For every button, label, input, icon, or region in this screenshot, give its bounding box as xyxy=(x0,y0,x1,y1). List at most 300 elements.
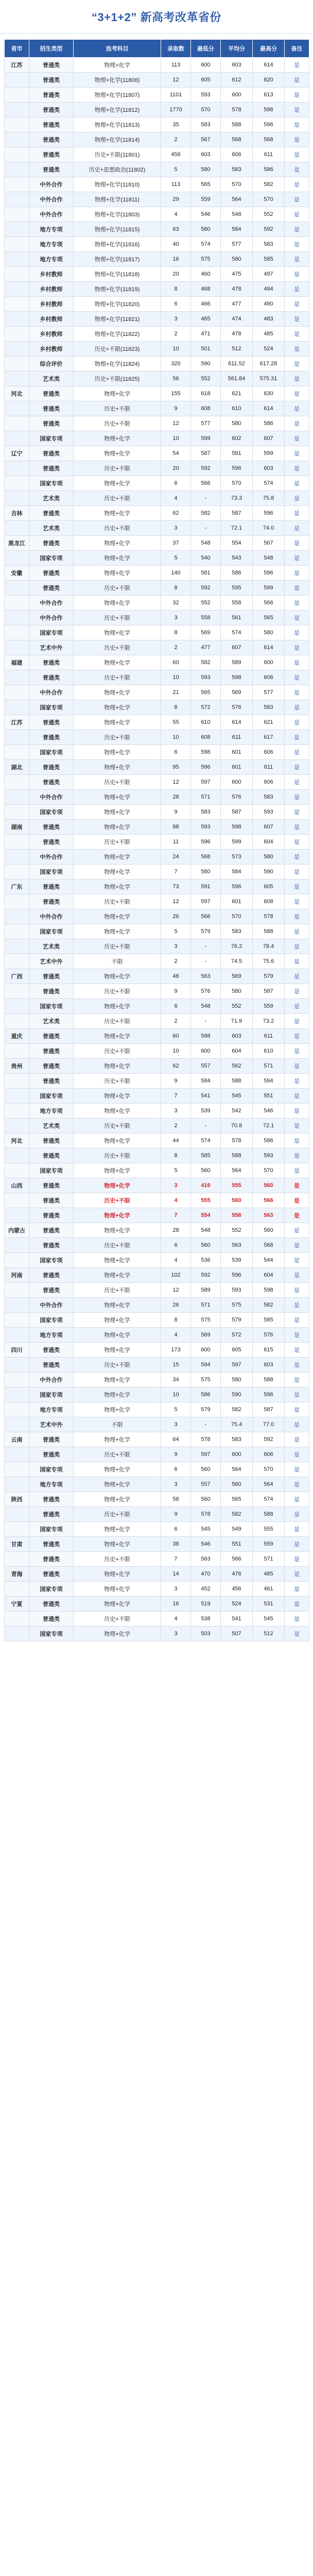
cell-note: 是 xyxy=(285,924,309,939)
cell-max: 483 xyxy=(253,312,285,327)
cell-major: 历史+思想政治(11802) xyxy=(74,162,161,177)
cell-note: 是 xyxy=(285,1387,309,1402)
cell-min: 560 xyxy=(191,1492,221,1507)
cell-max: 593 xyxy=(253,805,285,820)
cell-max: 586 xyxy=(253,416,285,431)
cell-note: 是 xyxy=(285,237,309,252)
cell-note: 是 xyxy=(285,536,309,551)
cell-note: 是 xyxy=(285,1537,309,1552)
cell-max: 75.6 xyxy=(253,954,285,969)
cell-max: 570 xyxy=(253,1163,285,1178)
cell-major: 物理+化学 xyxy=(74,700,161,715)
cell-min: 605 xyxy=(191,73,221,88)
table-row xyxy=(5,73,309,88)
cell-type: 普通类 xyxy=(29,536,74,551)
cell-max: 75.8 xyxy=(253,491,285,506)
cell-type: 普通类 xyxy=(29,1358,74,1372)
cell-avg: 600 xyxy=(221,1447,253,1462)
cell-plan: 62 xyxy=(161,1059,191,1074)
cell-avg: 599 xyxy=(221,835,253,850)
cell-avg: 569 xyxy=(221,685,253,700)
cell-type: 普通类 xyxy=(29,715,74,730)
cell-avg: 591 xyxy=(221,446,253,461)
cell-major: 物理+化学 xyxy=(74,506,161,521)
cell-max: 494 xyxy=(253,282,285,297)
cell-plan: 3 xyxy=(161,1582,191,1597)
table-row xyxy=(5,551,309,566)
table-row xyxy=(5,865,309,879)
table-row xyxy=(5,1417,309,1432)
cell-max: 565 xyxy=(253,611,285,625)
cell-avg: 596 xyxy=(221,879,253,894)
table-row xyxy=(5,999,309,1014)
cell-avg: 566 xyxy=(221,1552,253,1567)
cell-note: 是 xyxy=(285,1044,309,1059)
cell-note: 是 xyxy=(285,611,309,625)
cell-plan: 58 xyxy=(161,1492,191,1507)
cell-max: 577 xyxy=(253,685,285,700)
table-row xyxy=(5,88,309,103)
table-row xyxy=(5,312,309,327)
cell-type: 普通类 xyxy=(29,1238,74,1253)
cell-major: 物理+化学(11814) xyxy=(74,132,161,147)
cell-province xyxy=(5,1447,29,1462)
cell-min: - xyxy=(191,1014,221,1029)
cell-note: 是 xyxy=(285,58,309,73)
cell-note: 是 xyxy=(285,521,309,536)
cell-note: 是 xyxy=(285,1522,309,1537)
table-row xyxy=(5,1507,309,1522)
cell-max: 531 xyxy=(253,1597,285,1612)
cell-max: 546 xyxy=(253,1104,285,1118)
cell-type: 国家专项 xyxy=(29,1462,74,1477)
table-row xyxy=(5,1118,309,1133)
cell-max: 593 xyxy=(253,1148,285,1163)
cell-avg: 564 xyxy=(221,1163,253,1178)
cell-province xyxy=(5,1118,29,1133)
header-type: 招生类型 xyxy=(29,40,74,58)
cell-min: 560 xyxy=(191,1163,221,1178)
cell-type: 中外合作 xyxy=(29,596,74,611)
cell-major: 历史+不限 xyxy=(74,1447,161,1462)
cell-major: 物理+化学 xyxy=(74,1582,161,1597)
cell-type: 普通类 xyxy=(29,506,74,521)
cell-min: 569 xyxy=(191,625,221,640)
cell-note: 是 xyxy=(285,1208,309,1223)
cell-min: - xyxy=(191,1417,221,1432)
cell-avg: 578 xyxy=(221,103,253,117)
cell-min: 583 xyxy=(191,805,221,820)
header-avg: 平均分 xyxy=(221,40,253,58)
cell-max: 578 xyxy=(253,909,285,924)
cell-major: 历史+不限(11801) xyxy=(74,147,161,162)
cell-note: 是 xyxy=(285,192,309,207)
cell-plan: 62 xyxy=(161,506,191,521)
cell-type: 中外合作 xyxy=(29,1372,74,1387)
cell-note: 是 xyxy=(285,416,309,431)
cell-avg: 573 xyxy=(221,850,253,865)
table-row xyxy=(5,1387,309,1402)
header-row xyxy=(5,40,309,58)
cell-major: 物理+化学 xyxy=(74,1163,161,1178)
table-row xyxy=(5,805,309,820)
cell-plan: 48 xyxy=(161,969,191,984)
cell-max: 574 xyxy=(253,476,285,491)
cell-plan: 28 xyxy=(161,1223,191,1238)
cell-major: 物理+化学 xyxy=(74,745,161,760)
cell-province xyxy=(5,1372,29,1387)
table-row xyxy=(5,924,309,939)
cell-major: 物理+化学(11824) xyxy=(74,357,161,371)
cell-avg: 542 xyxy=(221,1104,253,1118)
cell-note: 是 xyxy=(285,700,309,715)
cell-min: 575 xyxy=(191,252,221,267)
table-row xyxy=(5,1148,309,1163)
cell-note: 是 xyxy=(285,1417,309,1432)
cell-plan: 3 xyxy=(161,312,191,327)
cell-max: 587 xyxy=(253,1402,285,1417)
cell-major: 物理+化学 xyxy=(74,625,161,640)
cell-type: 国家专项 xyxy=(29,476,74,491)
table-row xyxy=(5,1029,309,1044)
cell-type: 普通类 xyxy=(29,401,74,416)
cell-min: 572 xyxy=(191,700,221,715)
cell-min: 599 xyxy=(191,431,221,446)
cell-province: 河北 xyxy=(5,1133,29,1148)
cell-min: 593 xyxy=(191,670,221,685)
cell-major: 物理+化学 xyxy=(74,1492,161,1507)
cell-plan: 2 xyxy=(161,1014,191,1029)
cell-province xyxy=(5,1507,29,1522)
cell-major: 历史+不限 xyxy=(74,1552,161,1567)
cell-avg: 576 xyxy=(221,790,253,805)
cell-avg: 583 xyxy=(221,162,253,177)
banner xyxy=(0,0,313,34)
cell-type: 普通类 xyxy=(29,894,74,909)
cell-plan: 16 xyxy=(161,1597,191,1612)
cell-plan: 1770 xyxy=(161,103,191,117)
cell-avg: 541 xyxy=(221,1612,253,1626)
cell-avg: 558 xyxy=(221,1208,253,1223)
cell-note: 是 xyxy=(285,551,309,566)
cell-max: 78.4 xyxy=(253,939,285,954)
cell-avg: 587 xyxy=(221,506,253,521)
cell-type: 国家专项 xyxy=(29,1626,74,1641)
cell-type: 普通类 xyxy=(29,581,74,596)
cell-province xyxy=(5,416,29,431)
cell-major: 历史+不限 xyxy=(74,984,161,999)
cell-avg: 71.9 xyxy=(221,1014,253,1029)
cell-note: 是 xyxy=(285,790,309,805)
cell-avg: 586 xyxy=(221,566,253,581)
table-row xyxy=(5,237,309,252)
cell-avg: 603 xyxy=(221,58,253,73)
cell-note: 是 xyxy=(285,73,309,88)
table-row xyxy=(5,1402,309,1417)
cell-min: 465 xyxy=(191,312,221,327)
cell-note: 是 xyxy=(285,401,309,416)
cell-max: 563 xyxy=(253,1208,285,1223)
cell-max: 571 xyxy=(253,1059,285,1074)
cell-note: 是 xyxy=(285,357,309,371)
cell-note: 是 xyxy=(285,162,309,177)
cell-province xyxy=(5,1313,29,1328)
table-row xyxy=(5,1447,309,1462)
table-row xyxy=(5,894,309,909)
cell-province xyxy=(5,939,29,954)
cell-type: 中外合作 xyxy=(29,850,74,865)
cell-major: 物理+化学 xyxy=(74,1298,161,1313)
cell-major: 物理+化学 xyxy=(74,1402,161,1417)
cell-avg: 612 xyxy=(221,73,253,88)
cell-max: 77.0 xyxy=(253,1417,285,1432)
cell-plan: 29 xyxy=(161,192,191,207)
table-row xyxy=(5,1477,309,1492)
cell-province xyxy=(5,207,29,222)
cell-avg: 558 xyxy=(221,596,253,611)
cell-province xyxy=(5,775,29,790)
cell-province xyxy=(5,835,29,850)
cell-province xyxy=(5,700,29,715)
cell-min: 565 xyxy=(191,177,221,192)
cell-major: 历史+不限 xyxy=(74,1014,161,1029)
cell-province xyxy=(5,581,29,596)
cell-plan: 2 xyxy=(161,954,191,969)
cell-province: 河北 xyxy=(5,386,29,401)
admission-table xyxy=(4,39,309,1641)
cell-avg: 577 xyxy=(221,237,253,252)
cell-note: 是 xyxy=(285,1612,309,1626)
cell-note: 是 xyxy=(285,835,309,850)
cell-type: 中外合作 xyxy=(29,685,74,700)
cell-min: 580 xyxy=(191,865,221,879)
cell-province xyxy=(5,954,29,969)
cell-type: 普通类 xyxy=(29,1432,74,1447)
cell-province: 云南 xyxy=(5,1432,29,1447)
cell-type: 国家专项 xyxy=(29,431,74,446)
cell-max: 611 xyxy=(253,147,285,162)
cell-avg: 570 xyxy=(221,476,253,491)
cell-plan: 21 xyxy=(161,685,191,700)
cell-min: 546 xyxy=(191,1537,221,1552)
cell-max: 564 xyxy=(253,1477,285,1492)
cell-note: 是 xyxy=(285,1059,309,1074)
table-row xyxy=(5,1104,309,1118)
cell-avg: 600 xyxy=(221,88,253,103)
table-row xyxy=(5,222,309,237)
cell-major: 物理+化学 xyxy=(74,909,161,924)
cell-avg: 597 xyxy=(221,1358,253,1372)
cell-min: 477 xyxy=(191,640,221,655)
cell-max: 544 xyxy=(253,1253,285,1268)
table-row xyxy=(5,252,309,267)
cell-major: 历史+不限 xyxy=(74,1507,161,1522)
cell-note: 是 xyxy=(285,581,309,596)
cell-min: 571 xyxy=(191,1298,221,1313)
cell-major: 历史+不限 xyxy=(74,1044,161,1059)
cell-type: 艺术类 xyxy=(29,1118,74,1133)
cell-note: 是 xyxy=(285,342,309,357)
cell-plan: 2 xyxy=(161,1118,191,1133)
cell-plan: 28 xyxy=(161,790,191,805)
cell-max: 73.2 xyxy=(253,1014,285,1029)
cell-min: 592 xyxy=(191,461,221,476)
table-row xyxy=(5,1567,309,1582)
cell-type: 普通类 xyxy=(29,1059,74,1074)
cell-major: 物理+化学(11812) xyxy=(74,103,161,117)
cell-type: 艺术类 xyxy=(29,491,74,506)
cell-note: 是 xyxy=(285,1477,309,1492)
cell-avg: 587 xyxy=(221,805,253,820)
cell-major: 历史+不限 xyxy=(74,1148,161,1163)
cell-province xyxy=(5,640,29,655)
cell-note: 是 xyxy=(285,775,309,790)
cell-plan: 173 xyxy=(161,1343,191,1358)
cell-max: 596 xyxy=(253,117,285,132)
cell-plan: 6 xyxy=(161,1522,191,1537)
cell-plan: 20 xyxy=(161,267,191,282)
cell-avg: 474 xyxy=(221,312,253,327)
cell-min: 582 xyxy=(191,655,221,670)
cell-major: 物理+化学 xyxy=(74,1537,161,1552)
cell-max: 74.0 xyxy=(253,521,285,536)
cell-province: 湖南 xyxy=(5,820,29,835)
table-row xyxy=(5,1492,309,1507)
cell-type: 普通类 xyxy=(29,1074,74,1089)
table-container xyxy=(0,34,313,1641)
cell-plan: 8 xyxy=(161,1313,191,1328)
cell-avg: 584 xyxy=(221,222,253,237)
cell-major: 物理+化学 xyxy=(74,1029,161,1044)
cell-min: - xyxy=(191,954,221,969)
cell-province xyxy=(5,357,29,371)
cell-avg: 598 xyxy=(221,820,253,835)
cell-note: 是 xyxy=(285,1074,309,1089)
cell-plan: 10 xyxy=(161,342,191,357)
cell-plan: 63 xyxy=(161,222,191,237)
cell-province xyxy=(5,192,29,207)
cell-min: 608 xyxy=(191,730,221,745)
table-row xyxy=(5,670,309,685)
cell-major: 历史+不限 xyxy=(74,1074,161,1089)
cell-province: 甘肃 xyxy=(5,1537,29,1552)
cell-note: 是 xyxy=(285,1372,309,1387)
cell-note: 是 xyxy=(285,954,309,969)
cell-max: 555 xyxy=(253,1522,285,1537)
cell-avg: 512 xyxy=(221,342,253,357)
cell-type: 乡村教师 xyxy=(29,267,74,282)
cell-major: 物理+化学 xyxy=(74,1567,161,1582)
cell-major: 物理+化学 xyxy=(74,476,161,491)
cell-province xyxy=(5,924,29,939)
cell-type: 普通类 xyxy=(29,73,74,88)
cell-plan: 44 xyxy=(161,1133,191,1148)
cell-avg: 570 xyxy=(221,177,253,192)
cell-plan: 95 xyxy=(161,760,191,775)
cell-note: 是 xyxy=(285,1626,309,1641)
cell-major: 物理+化学(11803) xyxy=(74,207,161,222)
cell-type: 普通类 xyxy=(29,58,74,73)
cell-province xyxy=(5,162,29,177)
cell-type: 国家专项 xyxy=(29,999,74,1014)
cell-min: 559 xyxy=(191,192,221,207)
cell-note: 是 xyxy=(285,805,309,820)
cell-type: 中外合作 xyxy=(29,909,74,924)
cell-plan: 12 xyxy=(161,1283,191,1298)
cell-type: 国家专项 xyxy=(29,924,74,939)
cell-province xyxy=(5,551,29,566)
cell-major: 历史+不限 xyxy=(74,461,161,476)
table-row xyxy=(5,162,309,177)
cell-major: 物理+化学(11811) xyxy=(74,192,161,207)
cell-type: 普通类 xyxy=(29,969,74,984)
cell-min: 468 xyxy=(191,282,221,297)
cell-min: 583 xyxy=(191,117,221,132)
cell-major: 物理+化学(11821) xyxy=(74,312,161,327)
cell-note: 是 xyxy=(285,1089,309,1104)
cell-province: 湖北 xyxy=(5,760,29,775)
page-title: “3+1+2” 新高考改革省份 xyxy=(91,10,221,24)
table-row xyxy=(5,476,309,491)
cell-note: 是 xyxy=(285,1133,309,1148)
cell-major: 历史+不限(11825) xyxy=(74,371,161,386)
cell-major: 物理+化学 xyxy=(74,969,161,984)
cell-avg: 593 xyxy=(221,1283,253,1298)
cell-min: 597 xyxy=(191,775,221,790)
cell-min: 560 xyxy=(191,1238,221,1253)
cell-min: 576 xyxy=(191,984,221,999)
cell-note: 是 xyxy=(285,252,309,267)
cell-major: 物理+化学(11815) xyxy=(74,222,161,237)
cell-min: 579 xyxy=(191,924,221,939)
table-row xyxy=(5,1522,309,1537)
cell-avg: 600 xyxy=(221,775,253,790)
cell-type: 艺术中外 xyxy=(29,640,74,655)
cell-note: 是 xyxy=(285,1567,309,1582)
cell-max: 590 xyxy=(253,865,285,879)
cell-max: 603 xyxy=(253,1358,285,1372)
cell-max: 512 xyxy=(253,1626,285,1641)
cell-max: 497 xyxy=(253,267,285,282)
cell-avg: 478 xyxy=(221,327,253,342)
cell-min: 552 xyxy=(191,596,221,611)
cell-plan: 320 xyxy=(161,357,191,371)
cell-note: 是 xyxy=(285,88,309,103)
cell-province: 河南 xyxy=(5,1268,29,1283)
cell-type: 地方专项 xyxy=(29,1402,74,1417)
cell-major: 历史+不限 xyxy=(74,611,161,625)
cell-avg: 552 xyxy=(221,1223,253,1238)
cell-min: 563 xyxy=(191,969,221,984)
cell-plan: 4 xyxy=(161,1328,191,1343)
cell-province xyxy=(5,745,29,760)
table-row xyxy=(5,1552,309,1567)
cell-major: 物理+化学 xyxy=(74,790,161,805)
cell-note: 是 xyxy=(285,879,309,894)
cell-type: 普通类 xyxy=(29,670,74,685)
cell-province xyxy=(5,670,29,685)
cell-plan: 14 xyxy=(161,1567,191,1582)
cell-min: 539 xyxy=(191,1104,221,1118)
cell-note: 是 xyxy=(285,177,309,192)
cell-min: 548 xyxy=(191,999,221,1014)
table-row xyxy=(5,1268,309,1283)
cell-min: 592 xyxy=(191,581,221,596)
cell-province xyxy=(5,491,29,506)
cell-max: 588 xyxy=(253,1372,285,1387)
cell-note: 是 xyxy=(285,640,309,655)
cell-major: 历史+不限 xyxy=(74,1612,161,1626)
